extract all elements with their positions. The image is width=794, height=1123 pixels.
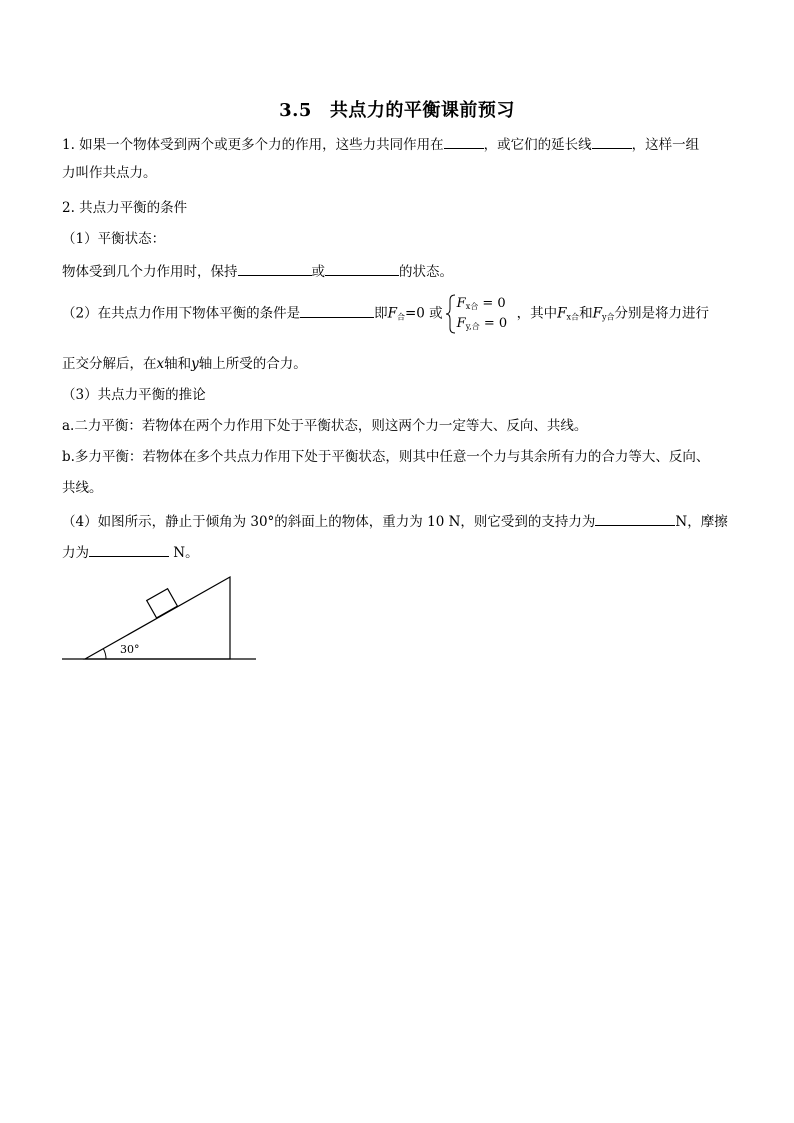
eq1-sub: x合 xyxy=(465,302,479,311)
equation-y xyxy=(457,315,507,336)
s3-heading xyxy=(62,386,206,404)
s3-b2-text: 共线。 xyxy=(62,480,103,496)
q1-text-a: 1. 如果一个物体受到两个或更多个力的作用，这些力共同作用在 xyxy=(62,137,444,153)
equation-x xyxy=(457,295,506,316)
s2-text-b: 即 xyxy=(374,305,388,322)
s1-blank-2[interactable] xyxy=(325,261,399,276)
s2-f-symbol: F xyxy=(387,305,397,322)
s1-blank-1[interactable] xyxy=(238,261,312,276)
incline-figure xyxy=(60,570,260,664)
s2-fy-sub: y合 xyxy=(601,312,615,322)
s3-b-text: b.多力平衡：若物体在多个共点力作用下处于平衡状态，则其中任意一个力与其余所有力的合力等大、反向、 xyxy=(62,449,710,465)
q1-blank-1[interactable] xyxy=(444,134,484,149)
q2-heading xyxy=(62,199,187,217)
eq1-rest: = 0 xyxy=(478,296,506,311)
s2-text-e: 和 xyxy=(579,305,593,322)
s4-text-a: （4）如图所示，静止于倾角为 30°的斜面上的物体，重力为 10 N，则它受到的支持力为 xyxy=(62,514,596,530)
s1-text-b: 或 xyxy=(311,264,325,280)
s2-blank-1[interactable] xyxy=(300,303,374,318)
section-number: 3.5 xyxy=(279,100,312,121)
equation-system xyxy=(445,294,515,334)
q1-line2 xyxy=(62,164,157,182)
s2-fy-f: F xyxy=(592,305,602,322)
s4-line2 xyxy=(62,542,199,562)
q1-line1 xyxy=(62,134,699,154)
s2-f-sub: 合 xyxy=(396,312,405,322)
s2-line2-b: 轴和 xyxy=(164,356,192,372)
s4-blank-2[interactable] xyxy=(89,542,169,557)
s3-a-text: a.二力平衡：若物体在两个力作用下处于平衡状态，则这两个力一定等大、反向、共线。 xyxy=(62,418,588,434)
s1-heading-text: （1）平衡状态： xyxy=(62,231,166,247)
block xyxy=(147,589,178,618)
s1-text-a: 物体受到几个力作用时，保持 xyxy=(62,264,238,280)
s2-line1 xyxy=(62,294,709,334)
s2-fx-sub: x合 xyxy=(566,312,580,322)
q1-text-b: ，或它们的延长线 xyxy=(483,137,592,153)
eq2-sub: y,合 xyxy=(465,322,480,331)
s2-text-c: =0 或 xyxy=(404,305,443,322)
s3-heading-text: （3）共点力平衡的推论 xyxy=(62,387,206,403)
s4-text-b: N，摩擦 xyxy=(675,514,728,530)
s1-text-c: 的状态。 xyxy=(399,264,453,280)
title-text: 共点力的平衡课前预习 xyxy=(329,100,515,121)
page-title xyxy=(0,96,794,122)
s2-text-f: 分别是将力进行 xyxy=(614,305,709,322)
s4-line2-b: N。 xyxy=(169,545,199,561)
angle-arc xyxy=(104,649,107,659)
s3-a xyxy=(62,417,587,435)
s1-heading xyxy=(62,230,165,248)
eq1-f: F xyxy=(456,296,466,311)
s3-b2 xyxy=(62,479,103,497)
s1-line xyxy=(62,261,453,281)
s3-b xyxy=(62,448,709,466)
eq2-rest: = 0 xyxy=(479,316,508,331)
s2-fx-f: F xyxy=(557,305,567,322)
s4-line2-a: 力为 xyxy=(62,545,89,561)
angle-label: 30° xyxy=(120,643,140,656)
s2-y-var: y xyxy=(191,356,199,372)
q2-heading-text: 2. 共点力平衡的条件 xyxy=(62,200,188,216)
s2-line2-c: 轴上所受的合力。 xyxy=(198,356,307,372)
s2-text-a: （2）在共点力作用下物体平衡的条件是 xyxy=(62,305,301,322)
s2-text-d: ，其中 xyxy=(516,305,558,322)
s2-line2 xyxy=(62,355,307,373)
q1-blank-2[interactable] xyxy=(592,134,632,149)
s2-line2-a: 正交分解后，在 xyxy=(62,356,157,372)
q1-text-c: ，这样一组 xyxy=(631,137,700,153)
eq2-f: F xyxy=(456,316,466,331)
s4-blank-1[interactable] xyxy=(595,511,675,526)
q1-text-line2: 力叫作共点力。 xyxy=(62,165,157,181)
left-brace-icon xyxy=(445,294,457,334)
s4-line1 xyxy=(62,511,728,531)
s2-x-var: x xyxy=(156,356,165,372)
